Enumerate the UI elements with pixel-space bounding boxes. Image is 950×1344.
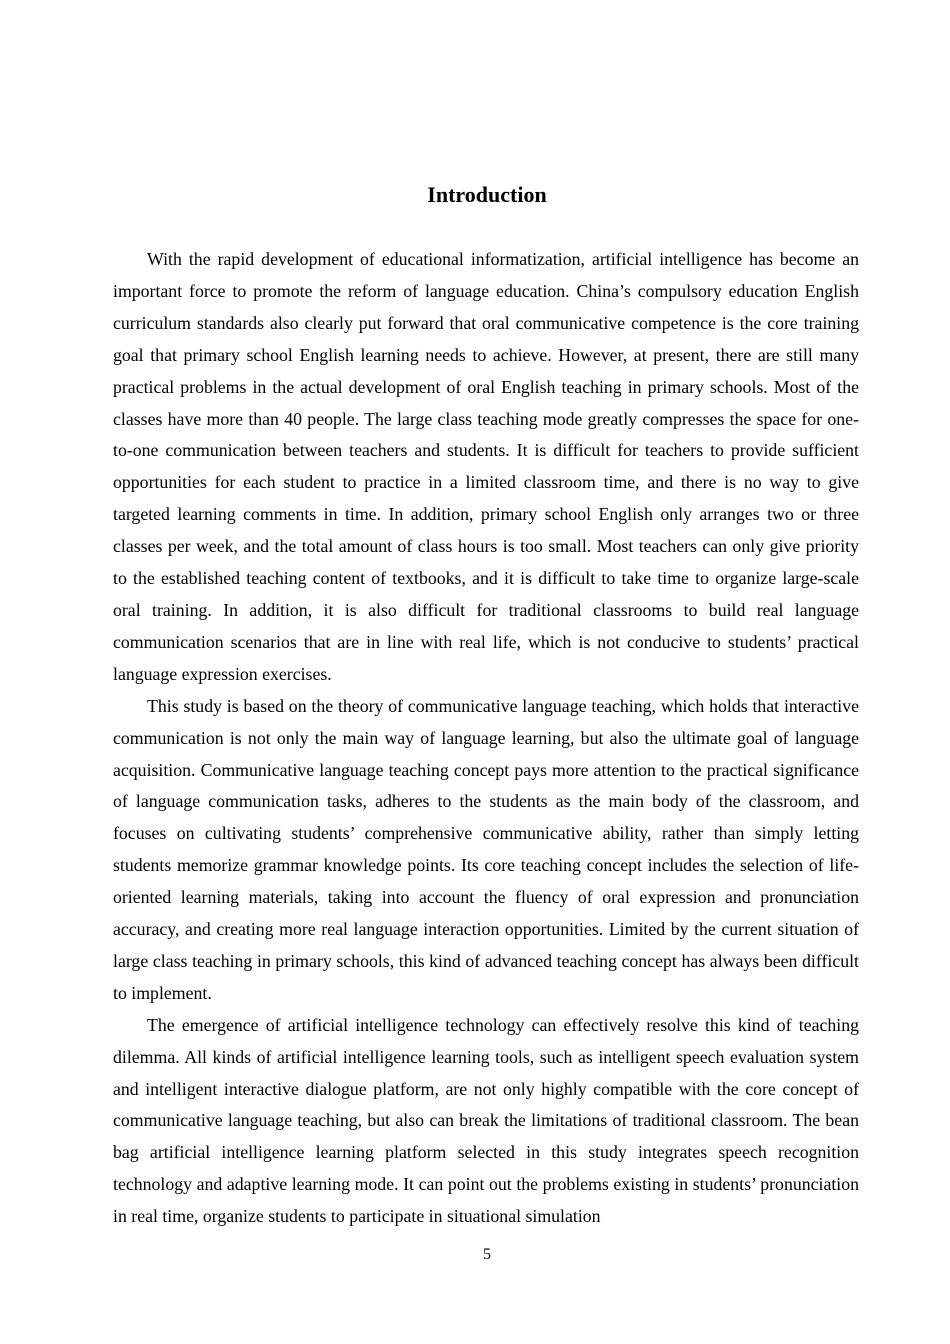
paragraph-3: The emergence of artificial intelligence technology can effectively resolve this kind of teaching dilemma. All kinds of artificial intelligence learning tools, such as intelligent speech evaluation system and intelligent interactive dialogue platform, are not only highly compatible with the core concept of communicative language teaching, but also can break the limitations of traditional classroom. The bean bag artificial intelligence learning platform selected in this study integrates speech recognition technology and adaptive learning mode. It can point out the problems existing in students’ pronunciation in real time, organize students to participate in situational simulation: [113, 1014, 859, 1227]
paragraph-2: This study is based on the theory of communicative language teaching, which holds that interactive communication is not only the main way of language learning, but also the ultimate goal of language acquisition. Communicative language teaching concept pays more attention to the practical significance of language communication tasks, adheres to the students as the main body of the classroom, and focuses on cultivating students’ comprehensive communicative ability, rather than simply letting students memorize grammar knowledge points. Its core teaching concept includes the selection of life-oriented learning materials, taking into account the fluency of oral expression and pronunciation accuracy, and creating more real language interaction opportunities. Limited by the current situation of large class teaching in primary schools, this kind of advanced teaching concept has always been difficult to implement.: [113, 695, 859, 1003]
paragraph-1: With the rapid development of educational informatization, artificial intelligence has become an important force to promote the reform of language education. China’s compulsory education English curriculum standards also clearly put forward that oral communicative competence is the core training goal that primary school English learning needs to achieve. However, at present, there are still many practical problems in the actual development of oral English teaching in primary schools. Most of the classes have more than 40 people. The large class teaching mode greatly compresses the space for one-to-one communication between teachers and students. It is difficult for teachers to provide sufficient opportunities for each student to practice in a limited classroom time, and there is no way to give targeted learning comments in time. In addition, primary school English only arranges two or three classes per week, and the total amount of class hours is too small. Most teachers can only give priority to the established teaching content of textbooks, and it is difficult to take time to organize large-scale oral training. In addition, it is also difficult for traditional classrooms to build real language communication scenarios that are in line with real life, which is not conducive to students’ practical language expression exercises.: [113, 249, 859, 684]
body-text: [113, 244, 859, 1233]
page-number: 5: [483, 1246, 491, 1263]
page-title: Introduction: [427, 182, 547, 207]
